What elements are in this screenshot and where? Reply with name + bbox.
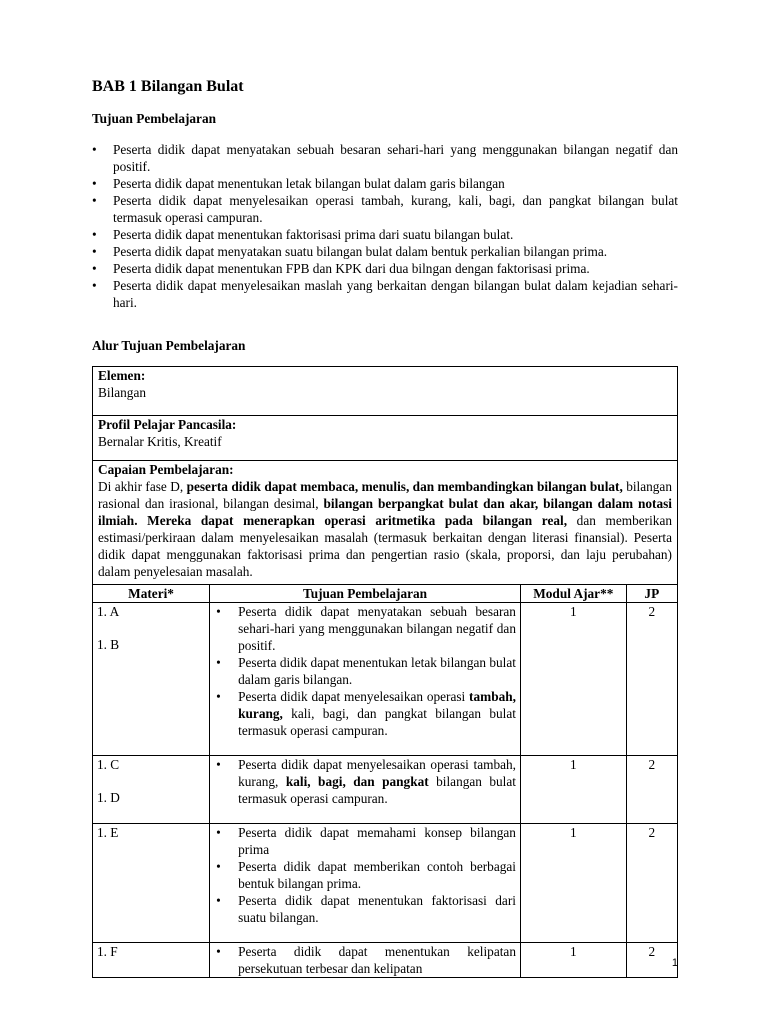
capaian-label: Capaian Pembelajaran: [98,462,234,477]
alur-heading: Alur Tujuan Pembelajaran [92,338,246,353]
capaian-section [93,461,677,584]
materi-table [93,584,677,977]
jp-cell: 2 [626,603,677,756]
materi-code: 1. C [97,757,120,772]
item-text-bold: kali, bagi, dan pangkat [285,774,429,789]
table-row [93,943,677,978]
tujuan-cell [210,756,521,824]
profil-value: Bernalar Kritis, Kreatif [98,434,222,449]
list-item [214,688,516,739]
item-text: bilangan bulat termasuk operasi campuran. [238,774,516,806]
elemen-section [93,367,677,416]
tujuan-heading: Tujuan Pembelajaran [92,111,216,126]
tujuan-cell [210,943,521,978]
table-header-row [93,585,677,603]
materi-cell [93,603,210,756]
header-tujuan: Tujuan Pembelajaran [210,585,521,603]
modul-cell: 1 [520,756,626,824]
table-row [93,824,677,943]
list-item: • Peserta didik dapat memahami konsep bilangan prima [214,824,516,858]
list-item: • Peserta didik dapat menentukan faktorisasi dari suatu bilangan. [214,892,516,926]
jp-cell: 2 [626,756,677,824]
capaian-text-part: bilangan rasional dan irasional, bilangan desimal, [98,479,672,511]
materi-cell [93,943,210,978]
table-row [93,603,677,756]
tujuan-list [92,141,678,311]
item-text-bold: tambah, kurang, [238,689,516,721]
elemen-value: Bilangan [98,385,147,400]
elemen-label: Elemen: [98,368,146,383]
item-text: Peserta didik dapat menyelesaikan operasi tambah, kurang, [238,757,516,789]
capaian-text [98,478,672,580]
list-item: • Peserta didik dapat menyatakan sebuah besaran sehari-hari yang menggunakan bilangan negatif dan positif. [214,603,516,654]
profil-section [93,416,677,461]
materi-code: 1. F [97,944,118,959]
chapter-title: BAB 1 Bilangan Bulat [92,78,244,95]
list-item: • Peserta didik dapat menyatakan sebuah besaran sehari-hari yang menggunakan bilangan negatif dan positif. [92,141,678,175]
modul-cell: 1 [520,603,626,756]
tujuan-cell [210,824,521,943]
alur-table [92,366,678,978]
tujuan-cell [210,603,521,756]
list-item: • Peserta didik dapat menentukan letak bilangan bulat dalam garis bilangan. [214,654,516,688]
materi-code: 1. A [97,604,120,619]
materi-code: 1. B [97,637,120,652]
modul-cell: 1 [520,824,626,943]
jp-cell: 2 [626,943,677,978]
header-jp: JP [626,585,677,603]
materi-cell [93,824,210,943]
list-item: • Peserta didik dapat memberikan contoh berbagai bentuk bilangan prima. [214,858,516,892]
table-row [93,756,677,824]
item-text: Peserta didik dapat menyelesaikan operasi [238,689,470,704]
list-item [214,756,516,807]
list-item: • Peserta didik dapat menentukan FPB dan KPK dari dua bilngan dengan faktorisasi prima. [92,260,678,277]
list-item: • Peserta didik dapat menyatakan suatu bilangan bulat dalam bentuk perkalian bilangan prima. [92,243,678,260]
capaian-text-part: Di akhir fase D, [98,479,187,494]
header-modul: Modul Ajar** [520,585,626,603]
header-materi: Materi* [93,585,210,603]
modul-cell: 1 [520,943,626,978]
capaian-text-bold: peserta didik dapat membaca, menulis, dan membandingkan bilangan bulat, [186,479,623,494]
list-item: • Peserta didik dapat menentukan kelipatan persekutuan terbesar dan kelipatan [214,943,516,977]
profil-label: Profil Pelajar Pancasila: [98,417,237,432]
capaian-text-bold: bilangan berpangkat bulat dan akar, bilangan dalam notasi ilmiah. Mereka dapat menerapkan operasi aritmetika pada bilangan real, [98,496,672,528]
list-item: • Peserta didik dapat menyelesaikan maslah yang berkaitan dengan bilangan bulat dalam kejadian sehari-hari. [92,277,678,311]
item-text: kali, bagi, dan pangkat bilangan bulat termasuk operasi campuran. [238,706,516,738]
document-page [92,76,678,978]
jp-cell: 2 [626,824,677,943]
materi-code: 1. D [97,790,120,805]
capaian-text-part: dan memberikan estimasi/perkiraan dalam menyelesaikan masalah (termasuk berkaitan dengan literasi finansial). Peserta didik dapat menggunakan faktorisasi prima dan pengertian rasio (skala, proporsi, dan laju perubahan) dalam penyelesaian masalah. [98,513,672,579]
materi-code: 1. E [97,825,119,840]
materi-cell [93,756,210,824]
list-item: • Peserta didik dapat menyelesaikan operasi tambah, kurang, kali, bagi, dan pangkat bilangan bulat termasuk operasi campuran. [92,192,678,226]
list-item: • Peserta didik dapat menentukan letak bilangan bulat dalam garis bilangan [92,175,678,192]
page-number: 1 [671,957,678,969]
list-item: • Peserta didik dapat menentukan faktorisasi prima dari suatu bilangan bulat. [92,226,678,243]
